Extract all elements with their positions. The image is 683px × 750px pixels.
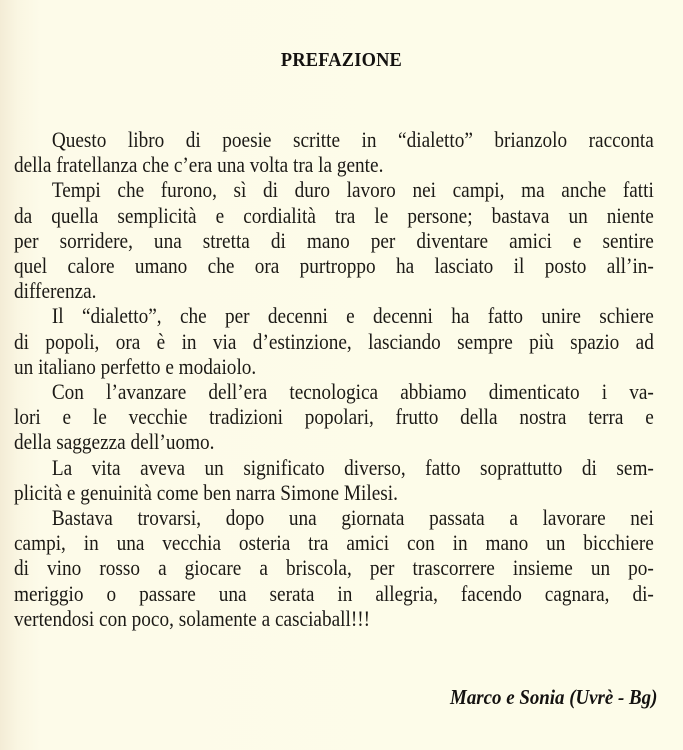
text-line: La vita aveva un significato diverso, fatto soprattutto di sem- — [51, 454, 654, 480]
text-line: un italiano perfetto e modaiolo. — [14, 353, 257, 379]
text-line: della fratellanza che c’era una volta tra la gente. — [14, 152, 384, 178]
page-title: PREFAZIONE — [280, 49, 403, 71]
text-line: campi, in una vecchia osteria tra amici con in mano un bicchiere — [14, 530, 654, 556]
preface-body — [14, 127, 654, 631]
text-line: da quella semplicità e cordialità tra le persone; bastava un niente — [14, 202, 654, 228]
text-line: Con l’avanzare dell’era tecnologica abbiamo dimenticato i va- — [51, 379, 654, 405]
text-line: per sorridere, una stretta di mano per diventare amici e sentire — [14, 227, 654, 253]
author-signature: Marco e Sonia (Uvrè - Bg) — [449, 685, 657, 709]
text-line: meriggio o passare una serata in allegria, facendo cagnara, di- — [14, 580, 654, 606]
text-line: plicità e genuinità come ben narra Simone Milesi. — [14, 479, 398, 505]
text-line: Questo libro di poesie scritte in “dialetto” brianzolo racconta — [51, 127, 654, 152]
text-line: lori e le vecchie tradizioni popolari, frutto della nostra terra e — [14, 404, 654, 430]
text-line: quel calore umano che ora purtroppo ha lasciato il posto all’in- — [14, 253, 654, 279]
text-line: Bastava trovarsi, dopo una giornata passata a lavorare nei — [51, 505, 654, 531]
text-line: vertendosi con poco, solamente a casciaball!!! — [14, 605, 371, 631]
text-line: Tempi che furono, sì di duro lavoro nei campi, ma anche fatti — [51, 177, 654, 203]
text-line: Il “dialetto”, che per decenni e decenni ha fatto unire schiere — [51, 303, 654, 329]
text-line: della saggezza dell’uomo. — [14, 429, 215, 455]
text-line: differenza. — [14, 278, 97, 304]
text-line: di vino rosso a giocare a briscola, per trascorrere insieme un po- — [14, 555, 654, 581]
text-line: di popoli, ora è in via d’estinzione, lasciando sempre più spazio ad — [14, 328, 654, 354]
